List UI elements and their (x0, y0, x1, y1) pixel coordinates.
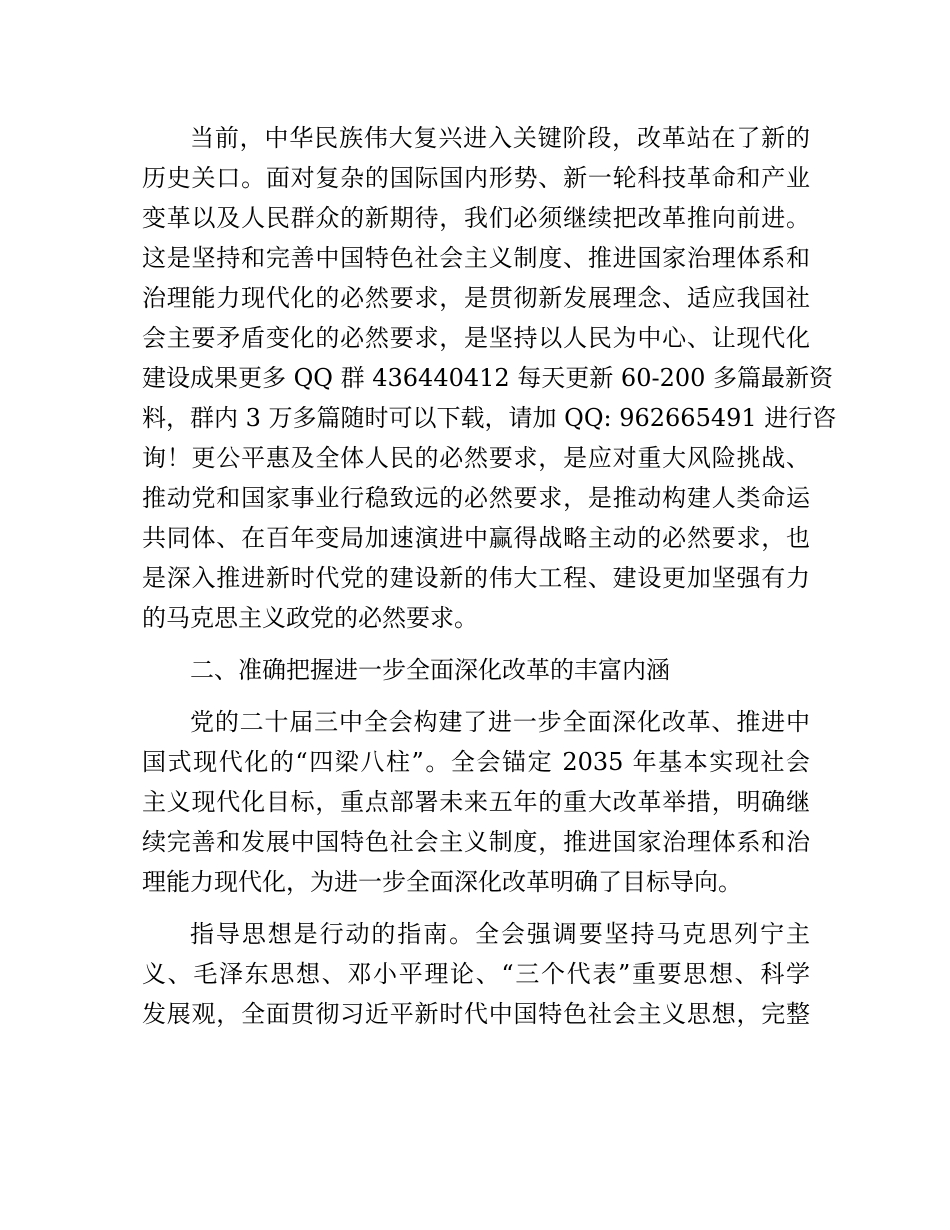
text-line: 变革以及人民群众的新期待，我们必须继续把改革推向前进。 (142, 204, 810, 232)
text-line: 建设成果更多 QQ 群 436440412 每天更新 60-200 多篇最新资 (142, 364, 834, 392)
text-line: 理能力现代化，为进一步全面深化改革明确了目标导向。 (142, 868, 742, 896)
paragraph-gap (142, 690, 810, 702)
text-line: 料，群内 3 万多篇随时可以下载，请加 QQ: 962665491 进行咨 (142, 404, 837, 432)
paragraph-gap (142, 902, 810, 914)
text-line: 询！更公平惠及全体人民的必然要求，是应对重大风险挑战、 (142, 444, 810, 472)
text-line: 国式现代化的“四梁八柱”。全会锚定 2035 年基本实现社会 (142, 748, 810, 776)
text-line: 当前，中华民族伟大复兴进入关键阶段，改革站在了新的 (190, 124, 810, 152)
text-line: 治理能力现代化的必然要求，是贯彻新发展理念、适应我国社 (142, 284, 810, 312)
text-line: 党的二十届三中全会构建了进一步全面深化改革、推进中 (190, 708, 810, 736)
text-line: 的马克思主义政党的必然要求。 (142, 604, 478, 632)
text-line: 会主要矛盾变化的必然要求，是坚持以人民为中心、让现代化 (142, 324, 810, 352)
text-line: 指导思想是行动的指南。全会强调要坚持马克思列宁主 (190, 920, 810, 948)
paragraph-gap (142, 638, 810, 650)
section-heading (142, 650, 810, 690)
document-body (142, 118, 837, 1034)
text-line: 发展观，全面贯彻习近平新时代中国特色社会主义思想，完整 (142, 1000, 810, 1028)
heading-text: 二、准确把握进一步全面深化改革的丰富内涵 (190, 656, 670, 684)
text-line: 推动党和国家事业行稳致远的必然要求，是推动构建人类命运 (142, 484, 810, 512)
text-line: 是深入推进新时代党的建设新的伟大工程、建设更加坚强有力 (142, 564, 810, 592)
paragraph (142, 702, 810, 902)
text-line: 义、毛泽东思想、邓小平理论、“三个代表”重要思想、科学 (142, 960, 810, 988)
text-line: 这是坚持和完善中国特色社会主义制度、推进国家治理体系和 (142, 244, 810, 272)
text-line: 续完善和发展中国特色社会主义制度，推进国家治理体系和治 (142, 828, 810, 856)
text-line: 共同体、在百年变局加速演进中赢得战略主动的必然要求，也 (142, 524, 810, 552)
text-line: 主义现代化目标，重点部署未来五年的重大改革举措，明确继 (142, 788, 810, 816)
text-line: 历史关口。面对复杂的国际国内形势、新一轮科技革命和产业 (142, 164, 810, 192)
paragraph (142, 118, 837, 638)
paragraph (142, 914, 810, 1034)
